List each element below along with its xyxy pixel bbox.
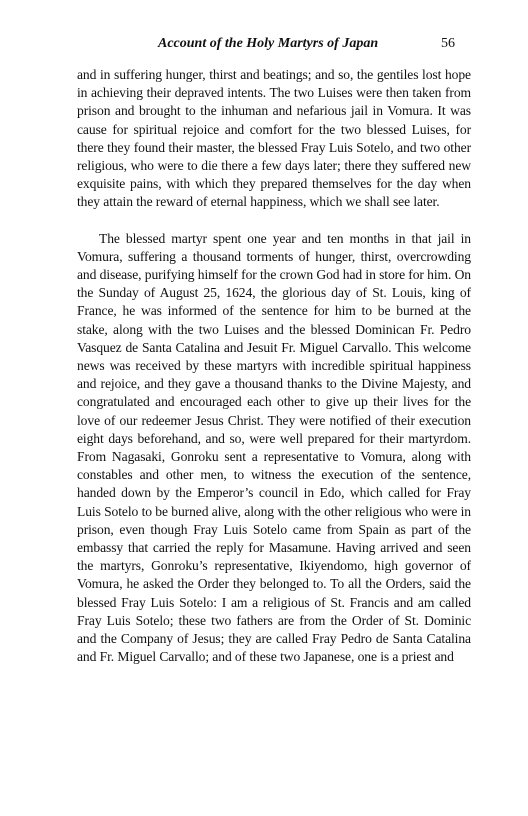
running-header bbox=[0, 35, 528, 55]
paragraph: The blessed martyr spent one year and ten months in that jail in Vomura, suffering a thousand torments of hunger, thirst, overcrowding and disease, purifying himself for the crown God had in store for him. On the Sunday of August 25, 1624, the glorious day of St. Louis, king of France, he was informed of the sentence for him to be burned at the stake, along with the two Luises and the blessed Dominican Fr. Pedro Vasquez de Santa Catalina and Jesuit Fr. Miguel Carvallo. This welcome news was received by these martyrs with incredible spiritual happiness and rejoice, and they gave a thousand thanks to the Divine Majesty, and congratulated and encouraged each other to give up their lives for the love of our redeemer Jesus Christ. They were notified of their execution eight days beforehand, and so, were well prepared for their martyrdom. From Nagasaki, Gonroku sent a representative to Vomura, along with constables and other men, to witness the execution of the sentence, handed down by the Emperor’s council in Edo, which called for Fray Luis Sotelo to be burned alive, along with the other religious who were in prison, even though Fray Luis Sotelo came from Spain as part of the embassy that carried the reply for Masamune. Having arrived and seen the martyrs, Gonroku’s representative, Ikiyendomo, high governor of Vomura, he asked the Order they belonged to. To all the Orders, said the blessed Fray Luis Sotelo: I am a religious of St. Francis and am called Fray Luis Sotelo; these two fathers are from the Order of St. Dominic and the Company of Jesus; they are called Fray Pedro de Santa Catalina and Fr. Miguel Carvallo; and of these two Japanese, one is a priest and bbox=[77, 230, 472, 665]
body-text bbox=[77, 66, 471, 667]
running-title: Account of the Holy Martyrs of Japan bbox=[158, 36, 379, 51]
paragraph: and in suffering hunger, thirst and beatings; and so, the gentiles lost hope in achieving their depraved intents. The two Luises were then taken from prison and brought to the inhuman and nefarious jail in Vomura. It was cause for spiritual rejoice and comfort for the two blessed Luises, for there they found their master, the blessed Fray Luis Sotelo, and two other religious, who were to die there a few days later; there they suffered new exquisite pains, with which they prepared themselves for the day when they attain the reward of eternal happiness, which we shall see later. bbox=[77, 67, 471, 210]
page-number: 56 bbox=[441, 36, 455, 51]
